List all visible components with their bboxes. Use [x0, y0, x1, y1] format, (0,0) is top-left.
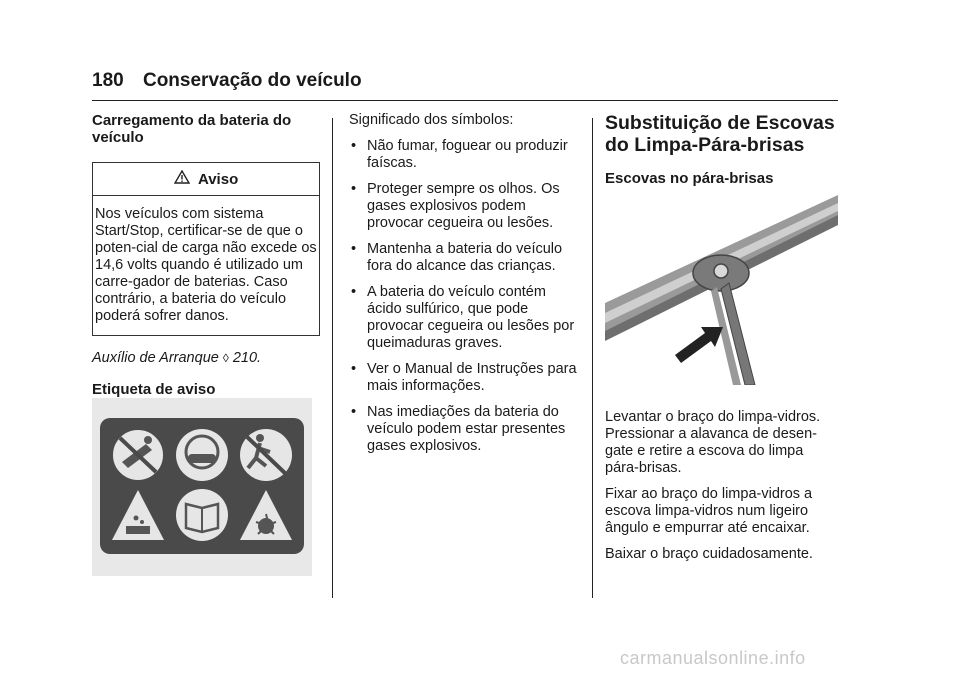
warning-title: Aviso: [197, 171, 239, 188]
corrosive-acid-icon: [112, 490, 164, 540]
paragraph: Baixar o braço cuidadosamente.: [605, 546, 813, 562]
warning-header: [93, 163, 319, 196]
reference-text: Auxílio de Arranque: [92, 350, 219, 366]
reference-page: 210: [232, 350, 258, 366]
symbols-intro: Significado dos símbolos:: [349, 112, 514, 128]
paragraph: Levantar o braço do limpa-vidros. Pressionar a alavanca de desen-gate e retire a escova do limpa pára-brisas.: [605, 409, 821, 476]
wiper-blade-illustration: [605, 195, 838, 385]
reference-arrow-icon: ◊: [222, 351, 229, 365]
page-number: 180: [92, 70, 124, 91]
list-item: • A bateria do veículo contém ácido sulfúrico, que pode provocar cegueira ou lesões por queimaduras graves.: [349, 284, 581, 352]
keep-children-away-icon: [240, 429, 292, 481]
list-item: • Mantenha a bateria do veículo fora do alcance das crianças.: [349, 241, 581, 275]
column-2: [349, 112, 581, 464]
push-arrow-icon: [675, 327, 723, 363]
list-item: • Ver o Manual de Instruções para mais informações.: [349, 361, 581, 395]
warning-box: [92, 162, 320, 336]
subsection-title-warning-label: Etiqueta de aviso: [92, 381, 216, 398]
column-1: [92, 112, 320, 414]
list-item: • Nas imediações da bateria do veículo podem estar presentes gases explosivos.: [349, 404, 581, 455]
section-title-wiper-replacement: Substituição de Escovas do Limpa-Pára-brisas: [605, 112, 835, 156]
no-smoking-icon: [112, 429, 164, 481]
list-item: • Não fumar, foguear ou produzir faíscas.: [349, 138, 581, 172]
cross-reference[interactable]: [92, 350, 320, 367]
read-manual-icon: [176, 489, 228, 541]
warning-triangle-icon: [174, 171, 194, 188]
warning-body: Nos veículos com sistema Start/Stop, certificar-se de que o poten-cial de carga não excede os 14,6 volts quando é utilizado um carre-gador de baterias. Caso contrário, a bateria do veículo poderá sofrer danos.: [95, 206, 317, 324]
header-rule: [92, 100, 838, 101]
battery-warning-label-image: [92, 398, 312, 576]
page-header: [92, 70, 362, 92]
explosive-gas-icon: [240, 490, 292, 540]
paragraph: Fixar ao braço do limpa-vidros a escova limpa-vidros num ligeiro ângulo e empurrar até encaixar.: [605, 486, 813, 536]
chapter-title: Conservação do veículo: [142, 70, 362, 91]
watermark: carmanualsonline.info: [620, 648, 806, 668]
column-divider-1: [332, 118, 333, 598]
eye-protection-icon: [176, 429, 228, 481]
section-title-battery-charging: Carregamento da bateria do veículo: [92, 112, 292, 146]
subsection-title-windscreen-blades: Escovas no pára-brisas: [605, 170, 774, 187]
reference-suffix: .: [257, 350, 262, 366]
label-plate: [100, 418, 304, 554]
symbols-list: [349, 138, 581, 455]
list-item: • Proteger sempre os olhos. Os gases explosivos podem provocar cegueira ou lesões.: [349, 181, 581, 232]
column-divider-2: [592, 118, 593, 598]
